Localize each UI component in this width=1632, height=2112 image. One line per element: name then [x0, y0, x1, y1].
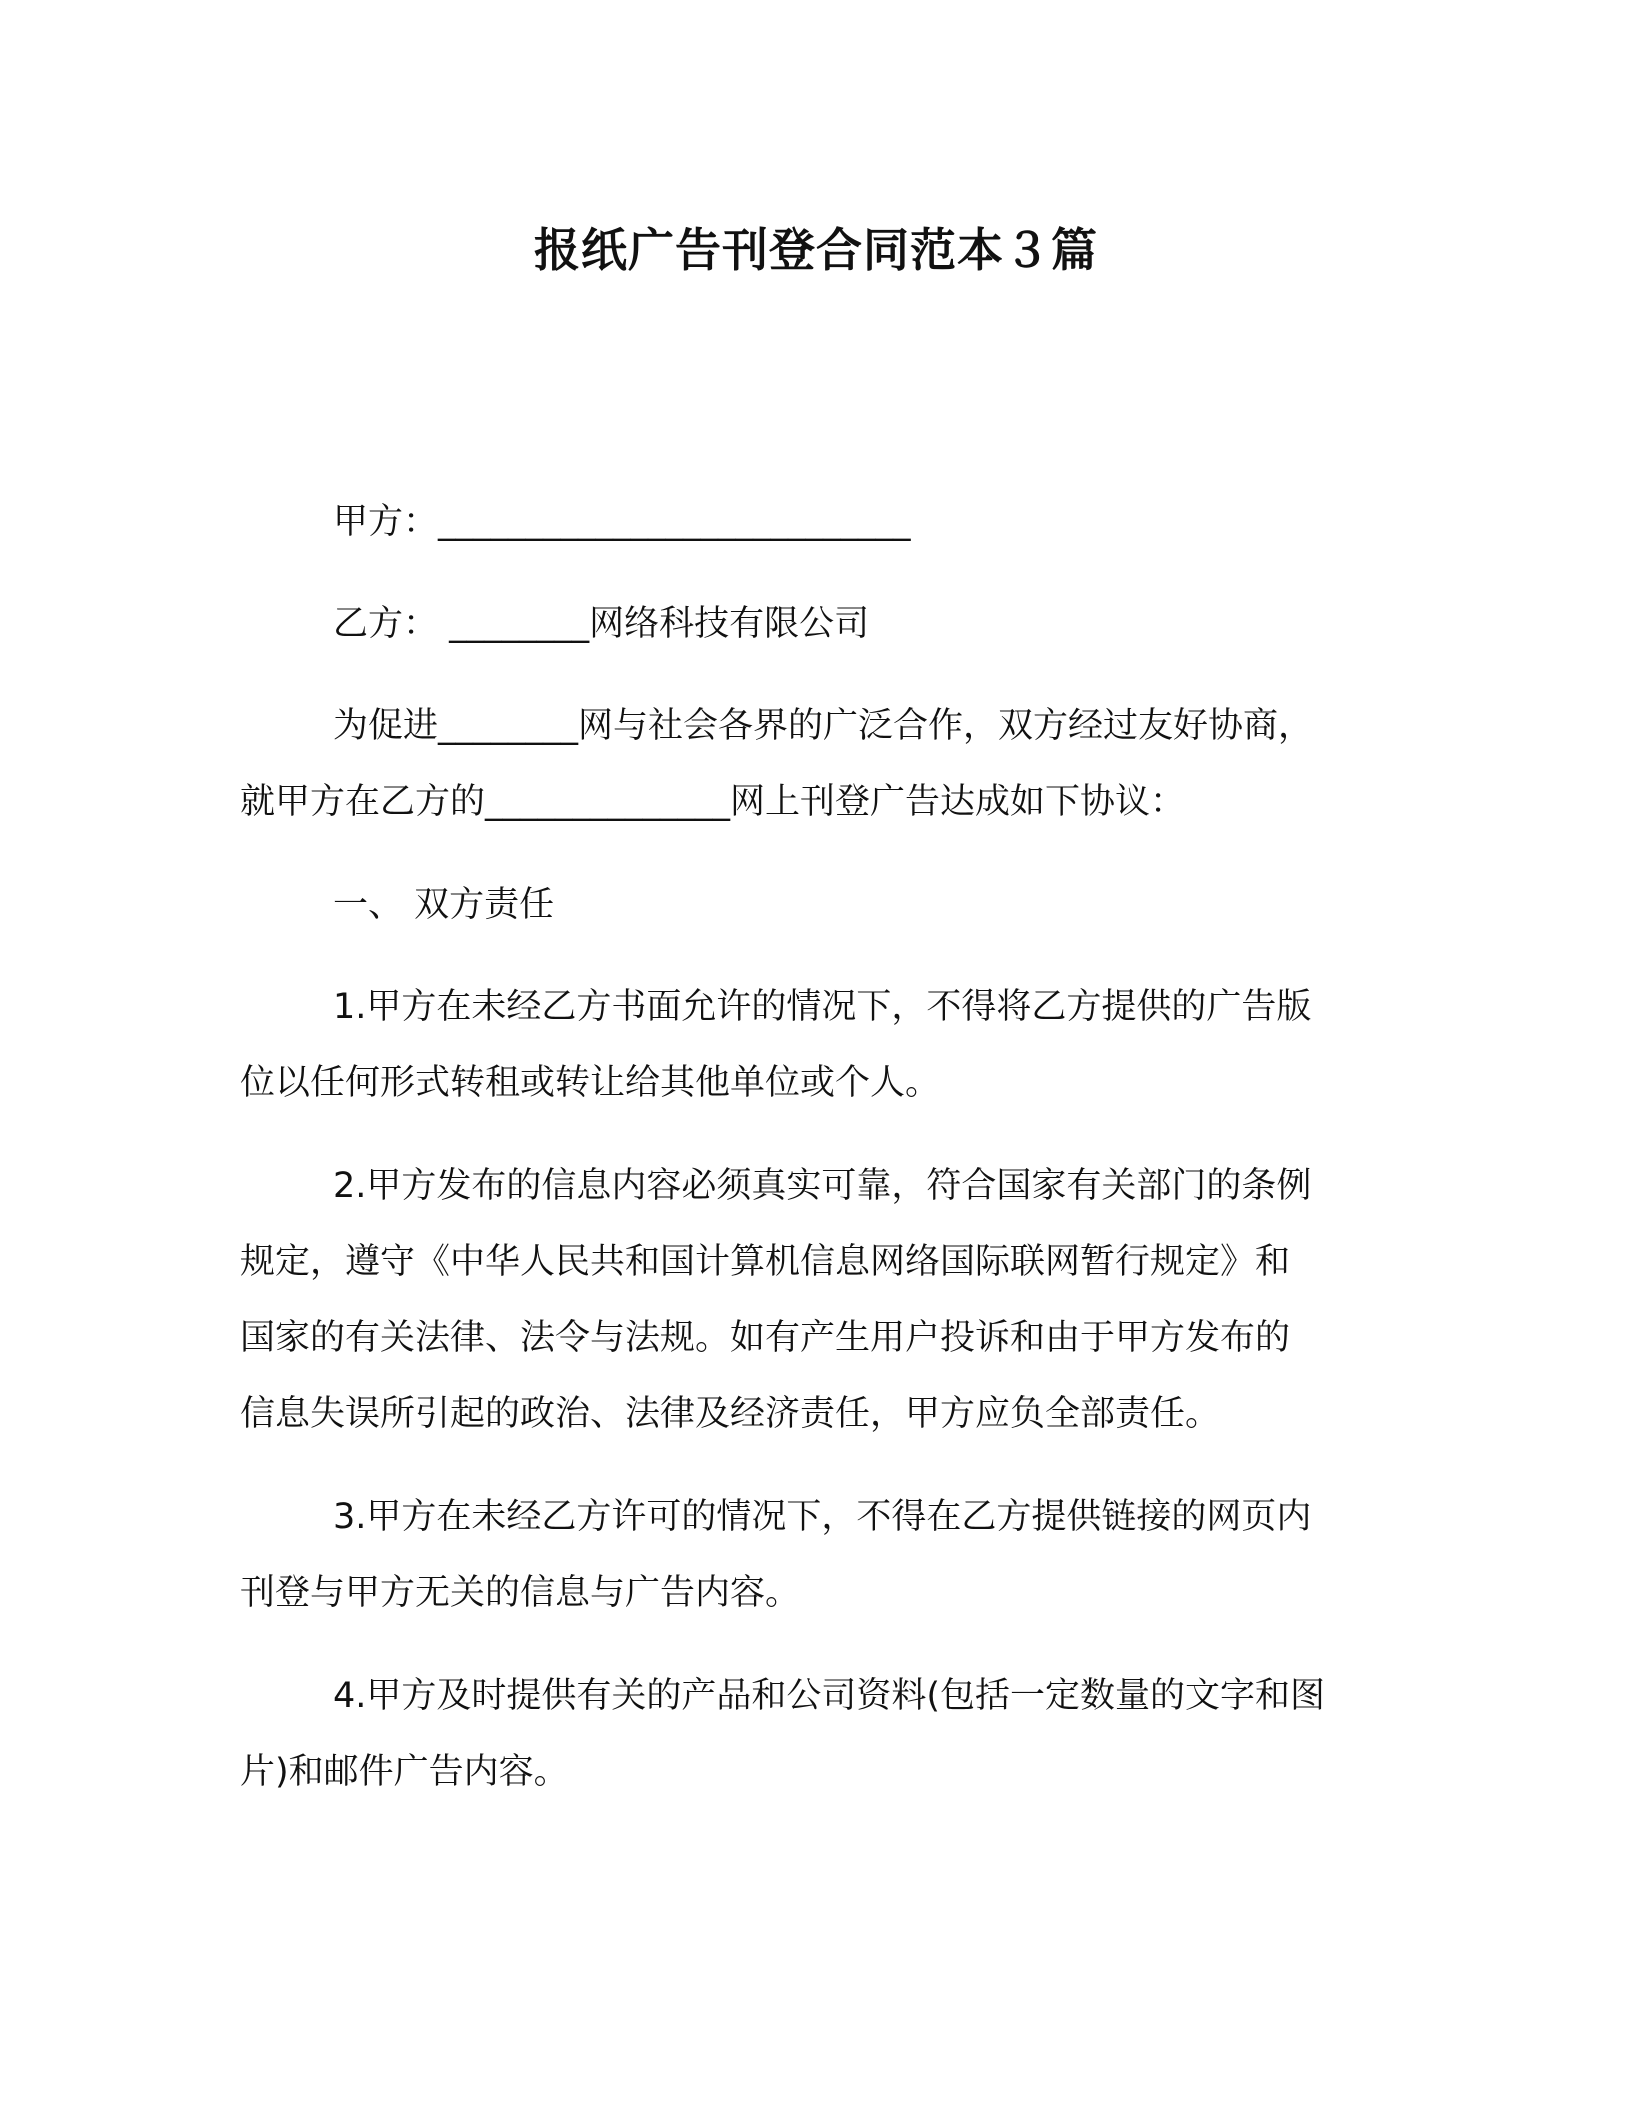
party-a-line: 甲方：___________________________ [333, 502, 911, 542]
clause-3-line-1: 3.甲方在未经乙方许可的情况下，不得在乙方提供链接的网页内 [333, 1497, 1312, 1537]
clause-2-line-4: 信息失误所引起的政治、法律及经济责任，甲方应负全部责任。 [240, 1394, 1221, 1434]
clause-1-line-2: 位以任何形式转租或转让给其他单位或个人。 [240, 1063, 941, 1103]
clause-2-line-1: 2.甲方发布的信息内容必须真实可靠，符合国家有关部门的条例 [333, 1166, 1312, 1206]
clause-3-line-2: 刊登与甲方无关的信息与广告内容。 [240, 1573, 801, 1613]
document-title: 报纸广告刊登合同范本３篇 [534, 223, 1098, 277]
section-heading: 一、 双方责任 [333, 885, 555, 925]
clause-1-line-1: 1.甲方在未经乙方书面允许的情况下，不得将乙方提供的广告版 [333, 987, 1312, 1027]
clause-2-line-2: 规定，遵守《中华人民共和国计算机信息网络国际联网暂行规定》和 [240, 1242, 1291, 1282]
preamble-line-2: 就甲方在乙方的______________网上刊登广告达成如下协议： [240, 782, 1186, 822]
clause-4-line-1: 4.甲方及时提供有关的产品和公司资料(包括一定数量的文字和图 [333, 1676, 1326, 1716]
clause-4-line-2: 片)和邮件广告内容。 [240, 1752, 569, 1792]
clause-2-line-3: 国家的有关法律、法令与法规。如有产生用户投诉和由于甲方发布的 [240, 1318, 1291, 1358]
preamble-line-1: 为促进________网与社会各界的广泛合作，双方经过友好协商， [333, 706, 1314, 746]
party-b-line: 乙方： ________网络科技有限公司 [333, 604, 870, 644]
